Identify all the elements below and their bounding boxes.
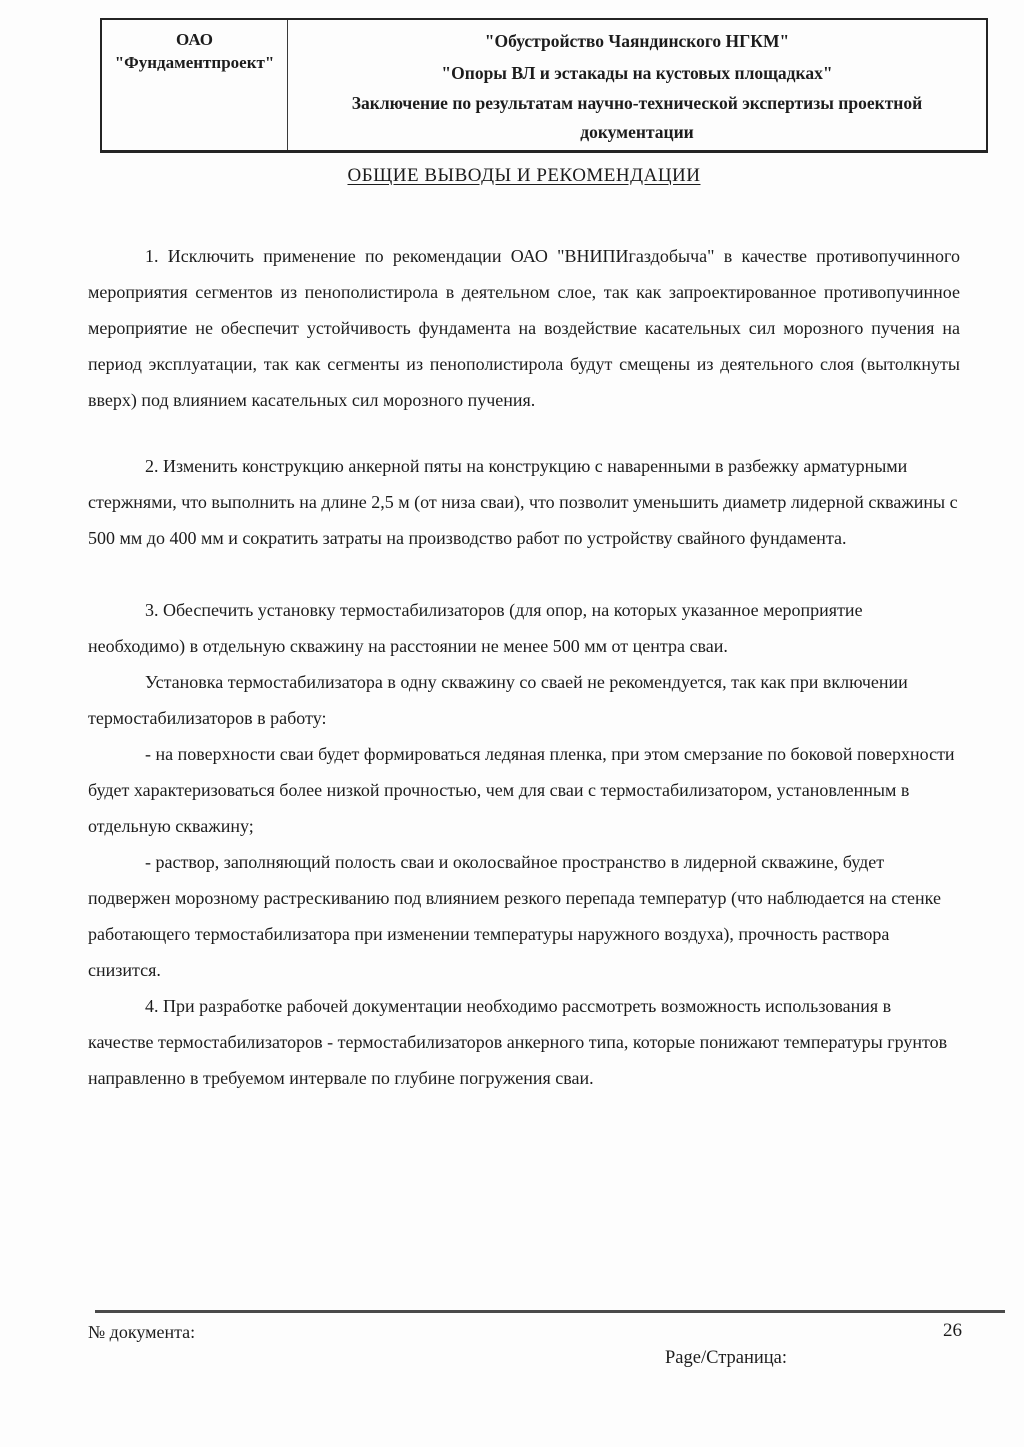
doc-title: Заключение по результатам научно-технической экспертизы проектной документации — [351, 93, 923, 142]
org-cell — [102, 20, 288, 150]
doc-number-label: № документа: — [88, 1322, 196, 1342]
org-name-line2: "Фундаментпроект" — [114, 53, 275, 72]
document-body — [88, 238, 960, 1096]
title-cell — [288, 20, 986, 150]
paragraph-2: 2. Изменить конструкцию анкерной пяты на конструкцию с наваренными в разбежку арматурными стержнями, что выполнить на длине 2,5 м (от низа сваи), что позволит уменьшить диаметр лидерной скважины с 500 мм до 400 мм и сократить затраты на производство работ по устройству свайного фундамента. — [88, 456, 958, 548]
paragraph-3: 3. Обеспечить установку термостабилизаторов (для опор, на которых указанное мероприятие необходимо) в отдельную скважину на расстоянии не менее 500 мм от центра сваи. — [88, 600, 863, 656]
paragraph-3-note: Установка термостабилизатора в одну скважину со сваей не рекомендуется, так как при включении термостабилизаторов в работу: — [88, 672, 908, 728]
project-title: "Обустройство Чаяндинского НГКМ" — [484, 31, 790, 51]
object-title: "Опоры ВЛ и эстакады на кустовых площадках" — [441, 63, 833, 83]
footer-divider — [95, 1310, 1005, 1313]
paragraph-4: 4. При разработке рабочей документации необходимо рассмотреть возможность использования в качестве термостабилизаторов - термостабилизаторов анкерного типа, которые понижают температуры грунтов направленно в требуемом интервале по глубине погружения сваи. — [88, 996, 948, 1088]
paragraph-3-bullet-1: - на поверхности сваи будет формироваться ледяная пленка, при этом смерзание по боковой поверхности будет характеризоваться более низкой прочностью, чем для сваи с термостабилизатором, установленным в отдельную скважину; — [88, 744, 955, 836]
org-name-line1: ОАО — [175, 30, 214, 49]
paragraph-1: 1. Исключить применение по рекомендации ОАО "ВНИПИгаздобыча" в качестве противопучинного мероприятия сегментов из пенополистирола в деятельном слое, так как запроектированное противопучинное мероприятие не обеспечит устойчивость фундамента на воздействие касательных сил морозного пучения на период эксплуатации, так как сегменты из пенополистирола будут смещены из деятельного слоя (вытолкнуты вверх) под влиянием касательных сил морозного пучения. — [88, 246, 960, 410]
page-label: Page/Страница: — [665, 1348, 788, 1368]
header-table — [100, 18, 988, 153]
page-number: 26 — [943, 1320, 962, 1341]
section-heading: ОБЩИЕ ВЫВОДЫ И РЕКОМЕНДАЦИИ — [347, 165, 701, 186]
paragraph-3-bullet-2: - раствор, заполняющий полость сваи и околосвайное пространство в лидерной скважине, будет подвержен морозному растрескиванию под влиянием резкого перепада температур (что наблюдается на стенке работающего термостабилизатора при изменении температуры наружного воздуха), прочность раствора снизится. — [88, 852, 941, 980]
